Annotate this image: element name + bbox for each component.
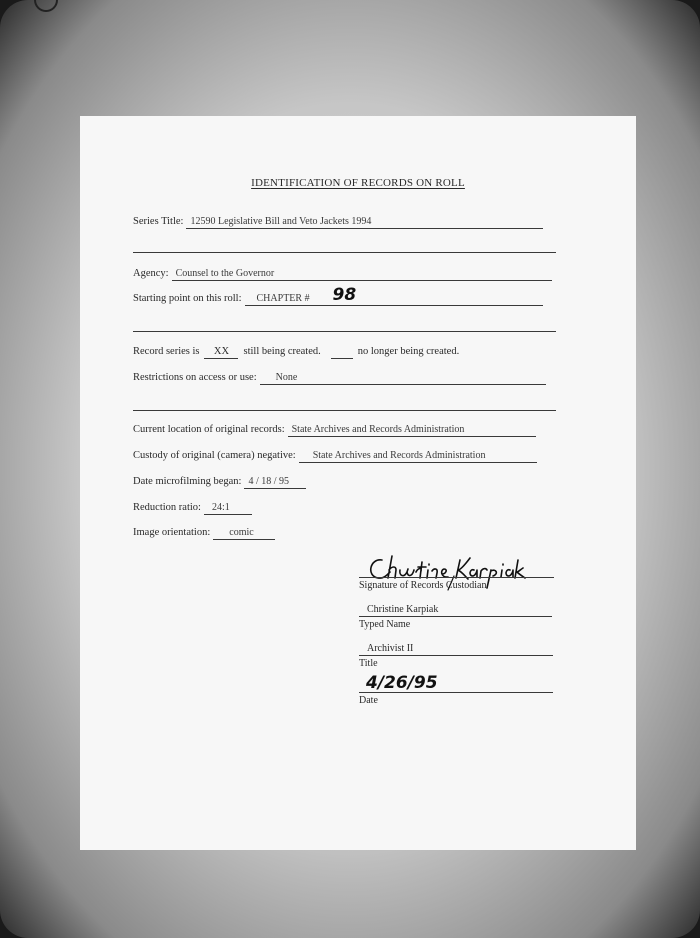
record-series-row: [133, 345, 459, 359]
handwritten-signature-mark: [362, 550, 562, 584]
starting-point-row: [133, 285, 543, 306]
restrictions-row: [133, 371, 546, 385]
date-began-row: [133, 475, 306, 489]
current-location-label: Current location of original records:: [133, 424, 285, 435]
starting-point-field: [245, 285, 543, 306]
starting-point-label: Starting point on this roll:: [133, 293, 242, 304]
custodian-signature: [362, 550, 562, 584]
no-longer-being-created-text: no longer being created.: [357, 346, 460, 357]
agency-value: Counsel to the Governor: [172, 267, 552, 281]
restrictions-value: None: [260, 371, 546, 385]
starting-point-handwritten: 98: [332, 285, 357, 305]
date-line: [359, 692, 553, 693]
typed-name-line: [359, 616, 552, 617]
agency-row: [133, 267, 552, 281]
title-value: Archivist II: [367, 643, 414, 654]
series-title-label: Series Title:: [133, 216, 184, 227]
date-began-value: 4 / 18 / 95: [244, 475, 306, 489]
title-line: [359, 655, 553, 656]
current-location-row: [133, 423, 536, 437]
custody-label: Custody of original (camera) negative:: [133, 450, 296, 461]
signature-caption: Signature of Records Custodian: [359, 580, 487, 591]
series-title-value: 12590 Legislative Bill and Veto Jackets 1994: [186, 215, 543, 229]
no-longer-being-created-mark: [331, 345, 353, 359]
date-began-label: Date microfilming began:: [133, 476, 242, 487]
date-caption: Date: [359, 695, 378, 706]
reduction-ratio-label: Reduction ratio:: [133, 502, 201, 513]
agency-label: Agency:: [133, 268, 169, 279]
starting-point-continuation-line: [133, 331, 556, 332]
custody-row: [133, 449, 537, 463]
date-handwritten: 4/26/95: [366, 673, 438, 693]
image-orientation-label: Image orientation:: [133, 527, 211, 538]
record-series-label: Record series is: [133, 346, 200, 357]
form-heading: IDENTIFICATION OF RECORDS ON ROLL: [251, 177, 465, 189]
image-orientation-row: [133, 526, 275, 540]
series-title-continuation-line: [133, 252, 556, 253]
reduction-ratio-value: 24:1: [204, 501, 252, 515]
series-title-row: [133, 215, 543, 229]
signature-line: [359, 577, 554, 578]
title-caption: Title: [359, 658, 378, 669]
records-form-page: [80, 116, 636, 850]
current-location-value: State Archives and Records Administration: [288, 423, 536, 437]
image-orientation-value: comic: [213, 526, 275, 540]
still-being-created-mark: XX: [204, 345, 238, 359]
starting-point-value: CHAPTER #: [256, 293, 310, 304]
typed-name-value: Christine Karpiak: [367, 604, 439, 615]
still-being-created-text: still being created.: [243, 346, 321, 357]
custody-value: State Archives and Records Administration: [299, 449, 537, 463]
restrictions-continuation-line: [133, 410, 556, 411]
typed-name-caption: Typed Name: [359, 619, 411, 630]
restrictions-label: Restrictions on access or use:: [133, 372, 257, 383]
reduction-ratio-row: [133, 501, 252, 515]
